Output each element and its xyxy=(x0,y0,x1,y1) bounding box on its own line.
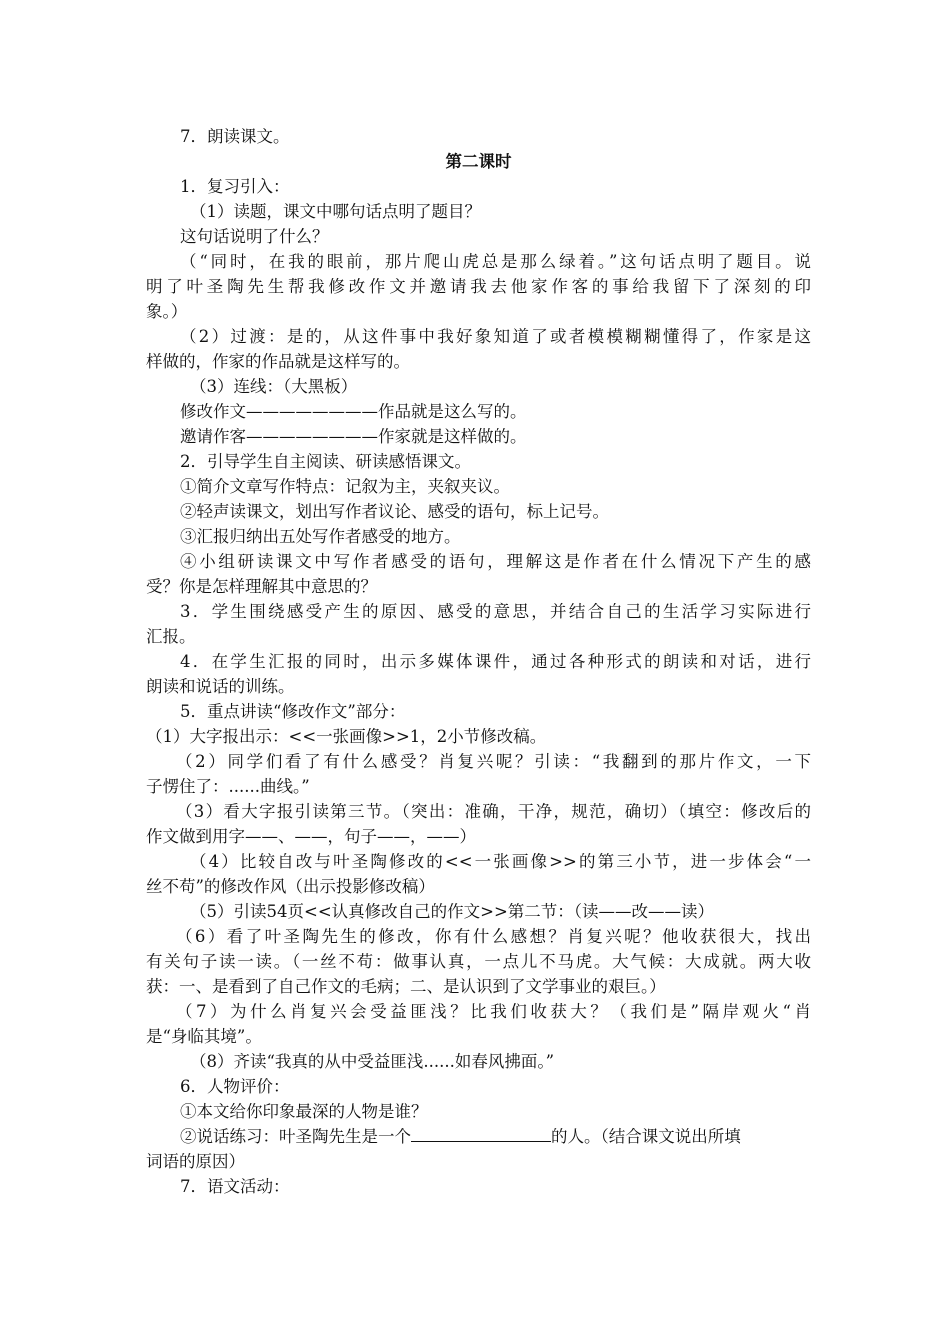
guided-item-2: ②轻声读课文，划出写作者议论、感受的语句，标上记号。 xyxy=(180,502,609,521)
review-item-1: （1）读题，课文中哪句话点明了题目？ xyxy=(190,202,481,221)
focus-item-2-line-1: （2）同学们看了有什么感受？肖复兴呢？引读：“我翻到的那片作文，一下 xyxy=(176,752,811,771)
review-answer-line-2: 明了叶圣陶先生帮我修改作文并邀请我去他家作客的事给我留下了深刻的印 xyxy=(146,277,811,296)
character-item-2-line-1 xyxy=(146,1124,811,1149)
review-answer-line-1: （“同时，在我的眼前，那片爬山虎总是那么绿着。”这句话点明了题目。说 xyxy=(180,252,811,271)
review-item-1-question: 这句话说明了什么？ xyxy=(180,227,329,246)
focus-item-4-line-2: 丝不苟”的修改作风（出示投影修改稿） xyxy=(146,877,435,896)
guided-item-4-line-1: ④小组研读课文中写作者感受的语句，理解这是作者在什么情况下产生的感 xyxy=(180,552,811,571)
step-character-heading: 6．人物评价： xyxy=(180,1077,290,1096)
section-title: 第二课时 xyxy=(445,152,512,171)
focus-item-4-line-1: （4）比较自改与叶圣陶修改的<<一张画像>>的第三小节，进一步体会“一 xyxy=(190,852,811,871)
focus-item-7-line-1: （7）为什么肖复兴会受益匪浅？比我们收获大？（我们是”隔岸观火“肖 xyxy=(176,1002,811,1021)
document-page xyxy=(146,124,811,1199)
fill-in-blank xyxy=(411,1124,551,1142)
focus-item-6-line-3: 获：一、是看到了自己作文的毛病；二、是认识到了文学事业的艰巨。） xyxy=(146,977,666,996)
step-read-aloud: 7．朗读课文。 xyxy=(180,127,290,146)
step-focus-heading: 5．重点讲读“修改作文”部分： xyxy=(180,702,406,721)
matching-heading: （3）连线：（大黑板） xyxy=(190,377,358,396)
focus-item-3-line-2: 作文做到用字——、——，句子——，——） xyxy=(146,827,476,846)
focus-item-7-line-2: 是“身临其境”。 xyxy=(146,1027,262,1046)
matching-row-1: 修改作文————————作品就是这么写的。 xyxy=(180,402,527,421)
focus-item-6-line-2: 有关句子读一读。（一丝不苟：做事认真，一点儿不马虎。大气候：大成就。两大收 xyxy=(146,952,811,971)
step-language-activity: 7．语文活动： xyxy=(180,1177,290,1196)
step-review-heading: 1．复习引入： xyxy=(180,177,290,196)
guided-item-1: ①简介文章写作特点：记叙为主，夹叙夹议。 xyxy=(180,477,510,496)
review-answer-line-3: 象。） xyxy=(146,302,188,321)
character-item-1: ①本文给你印象最深的人物是谁？ xyxy=(180,1102,428,1121)
step-multimedia-line-1: 4．在学生汇报的同时，出示多媒体课件，通过各种形式的朗读和对话，进行 xyxy=(180,652,811,671)
step-report-line-1: 3．学生围绕感受产生的原因、感受的意思，并结合自己的生活学习实际进行 xyxy=(180,602,811,621)
transition-line-2: 样做的，作家的作品就是这样写的。 xyxy=(146,352,410,371)
focus-item-6-line-1: （6）看了叶圣陶先生的修改，你有什么感想？肖复兴呢？他收获很大，找出 xyxy=(176,927,811,946)
focus-item-1: （1）大字报出示：<<一张画像>>1，2小节修改稿。 xyxy=(146,727,547,746)
transition-line-1: （2）过渡：是的，从这件事中我好象知道了或者模模糊糊懂得了，作家是这 xyxy=(180,327,811,346)
character-item-2-line-2: 词语的原因） xyxy=(146,1152,245,1171)
guided-item-3: ③汇报归纳出五处写作者感受的地方。 xyxy=(180,527,461,546)
speaking-prompt-start: ②说话练习：叶圣陶先生是一个 xyxy=(180,1127,411,1146)
focus-item-8: （8）齐读“我真的从中受益匪浅......如春风拂面。” xyxy=(190,1052,555,1071)
step-multimedia-line-2: 朗读和说话的训练。 xyxy=(146,677,295,696)
guided-item-4-line-2: 受？你是怎样理解其中意思的？ xyxy=(146,577,377,596)
step-report-line-2: 汇报。 xyxy=(146,627,196,646)
speaking-prompt-end: 的人。（结合课文说出所填 xyxy=(551,1127,741,1146)
focus-item-3-line-1: （3）看大字报引读第三节。（突出：准确，干净，规范，确切）（填空：修改后的 xyxy=(176,802,811,821)
focus-item-5: （5）引读54页<<认真修改自己的作文>>第二节：（读——改——读） xyxy=(190,902,715,921)
focus-item-2-line-2: 子愣住了：......曲线。” xyxy=(146,777,310,796)
matching-row-2: 邀请作客————————作家就是这样做的。 xyxy=(180,427,527,446)
step-guided-reading: 2．引导学生自主阅读、研读感悟课文。 xyxy=(180,452,471,471)
